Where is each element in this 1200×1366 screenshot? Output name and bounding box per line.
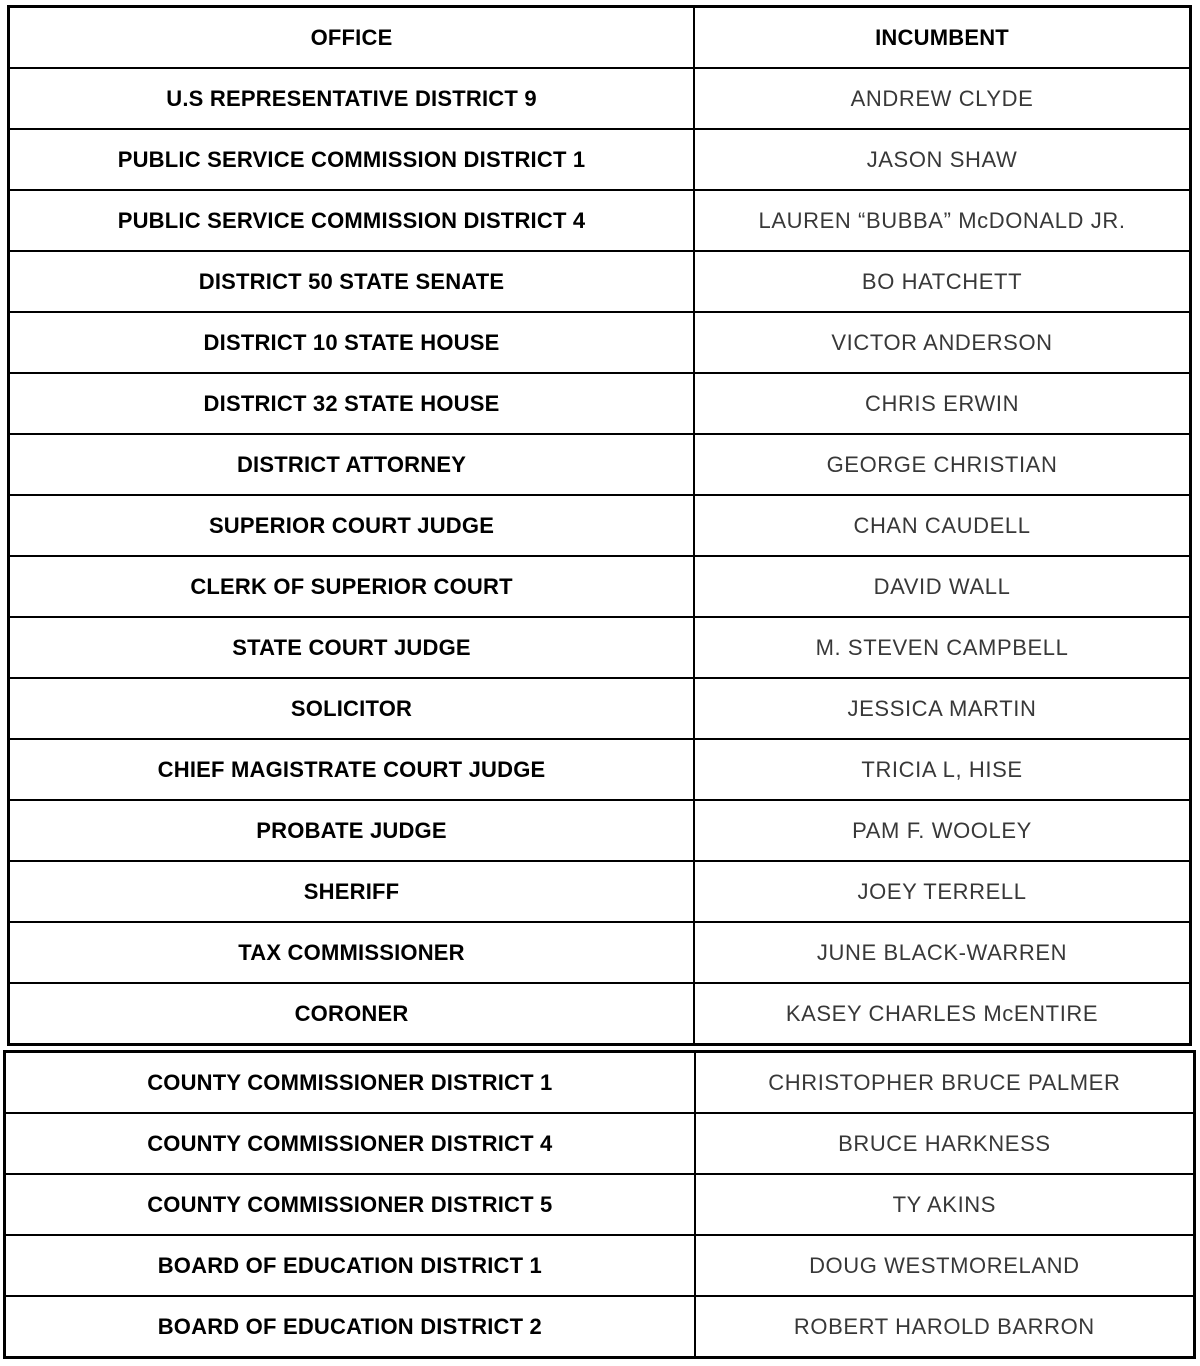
incumbent-cell: JOEY TERRELL [694,861,1190,922]
incumbent-cell: DAVID WALL [694,556,1190,617]
incumbent-cell: JASON SHAW [694,129,1190,190]
incumbent-cell: JUNE BLACK-WARREN [694,922,1190,983]
incumbent-cell: ROBERT HAROLD BARRON [695,1296,1195,1358]
header-row [9,7,1191,69]
table-row [9,861,1191,922]
table-row [5,1052,1195,1114]
table-row [9,251,1191,312]
table-row [9,983,1191,1045]
table-row [9,495,1191,556]
office-cell: SUPERIOR COURT JUDGE [9,495,695,556]
table-row [9,373,1191,434]
table-row [9,739,1191,800]
table-row [9,129,1191,190]
incumbent-cell: KASEY CHARLES McENTIRE [694,983,1190,1045]
office-cell: CLERK OF SUPERIOR COURT [9,556,695,617]
office-cell: U.S REPRESENTATIVE DISTRICT 9 [9,68,695,129]
incumbent-cell: LAUREN “BUBBA” McDONALD JR. [694,190,1190,251]
incumbent-cell: VICTOR ANDERSON [694,312,1190,373]
office-cell: CHIEF MAGISTRATE COURT JUDGE [9,739,695,800]
table-row [9,434,1191,495]
office-cell: PUBLIC SERVICE COMMISSION DISTRICT 4 [9,190,695,251]
table-row [9,190,1191,251]
table-row [9,678,1191,739]
office-cell: PROBATE JUDGE [9,800,695,861]
incumbent-cell: CHRISTOPHER BRUCE PALMER [695,1052,1195,1114]
office-cell: SOLICITOR [9,678,695,739]
office-cell: DISTRICT 10 STATE HOUSE [9,312,695,373]
incumbent-cell: BRUCE HARKNESS [695,1113,1195,1174]
table-row [9,68,1191,129]
office-cell: DISTRICT ATTORNEY [9,434,695,495]
table-row [9,617,1191,678]
office-cell: COUNTY COMMISSIONER DISTRICT 5 [5,1174,695,1235]
incumbent-cell: M. STEVEN CAMPBELL [694,617,1190,678]
table-row [9,800,1191,861]
incumbent-cell: TRICIA L, HISE [694,739,1190,800]
office-column-header: OFFICE [9,7,695,69]
incumbent-cell: CHAN CAUDELL [694,495,1190,556]
incumbent-cell: DOUG WESTMORELAND [695,1235,1195,1296]
incumbents-table-lower [3,1050,1196,1359]
incumbent-cell: BO HATCHETT [694,251,1190,312]
office-cell: STATE COURT JUDGE [9,617,695,678]
office-cell: BOARD OF EDUCATION DISTRICT 2 [5,1296,695,1358]
office-cell: DISTRICT 50 STATE SENATE [9,251,695,312]
table-row [5,1113,1195,1174]
incumbent-cell: CHRIS ERWIN [694,373,1190,434]
office-cell: COUNTY COMMISSIONER DISTRICT 1 [5,1052,695,1114]
office-cell: COUNTY COMMISSIONER DISTRICT 4 [5,1113,695,1174]
incumbent-cell: TY AKINS [695,1174,1195,1235]
table-row [5,1174,1195,1235]
office-cell: PUBLIC SERVICE COMMISSION DISTRICT 1 [9,129,695,190]
table-row [5,1235,1195,1296]
incumbents-table-upper [7,5,1192,1046]
office-cell: DISTRICT 32 STATE HOUSE [9,373,695,434]
office-cell: SHERIFF [9,861,695,922]
incumbent-cell: PAM F. WOOLEY [694,800,1190,861]
table-row [9,556,1191,617]
table-row [5,1296,1195,1358]
incumbent-cell: ANDREW CLYDE [694,68,1190,129]
office-cell: TAX COMMISSIONER [9,922,695,983]
incumbent-cell: JESSICA MARTIN [694,678,1190,739]
incumbent-column-header: INCUMBENT [694,7,1190,69]
table-row [9,922,1191,983]
office-cell: BOARD OF EDUCATION DISTRICT 1 [5,1235,695,1296]
office-cell: CORONER [9,983,695,1045]
table-row [9,312,1191,373]
incumbent-cell: GEORGE CHRISTIAN [694,434,1190,495]
